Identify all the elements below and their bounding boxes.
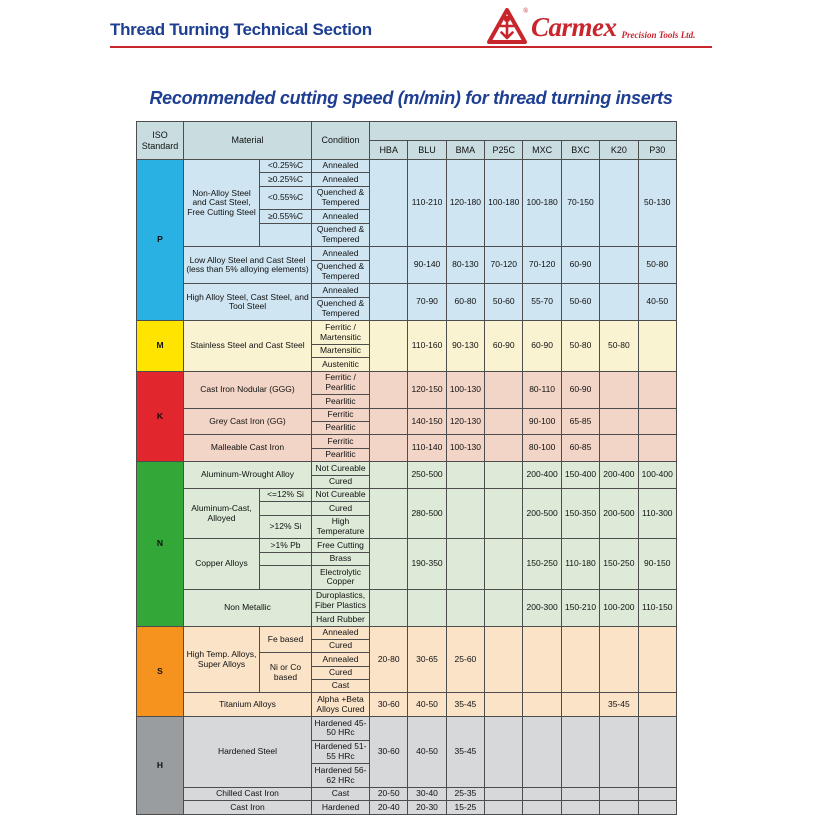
material-cell: Cast Iron Nodular (GGG): [184, 371, 312, 408]
condition-cell: Ferritic / Martensitic: [312, 321, 370, 345]
speed-value-cell: 20-30: [408, 801, 446, 815]
speed-value-cell: [446, 539, 484, 589]
speed-value-cell: 150-210: [561, 589, 599, 626]
table-row: [137, 247, 677, 260]
material-sub-cell: [260, 552, 312, 565]
speed-value-cell: 30-40: [408, 787, 446, 800]
speed-value-cell: 20-40: [370, 801, 408, 815]
speed-value-cell: 150-350: [561, 488, 599, 538]
condition-cell: Martensitic: [312, 344, 370, 357]
condition-cell: High Temperature: [312, 515, 370, 539]
speed-value-cell: [370, 462, 408, 489]
speed-value-cell: 50-60: [561, 284, 599, 321]
material-cell: Non-Alloy Steel and Cast Steel, Free Cutting Steel: [184, 160, 260, 247]
condition-cell: Quenched & Tempered: [312, 223, 370, 247]
speed-value-cell: 60-85: [561, 435, 599, 462]
speed-value-cell: [600, 787, 638, 800]
material-cell: Non Metallic: [184, 589, 312, 626]
iso-letter-cell: P: [137, 160, 184, 321]
brand-logo-block: [487, 6, 695, 46]
speed-value-cell: [446, 589, 484, 626]
speed-value-cell: 70-150: [561, 160, 599, 247]
material-sub-cell: <=12% Si: [260, 488, 312, 501]
material-header: Material: [184, 122, 312, 160]
speed-value-cell: 30-60: [370, 717, 408, 788]
speed-value-cell: 40-50: [638, 284, 676, 321]
speed-value-cell: [561, 787, 599, 800]
condition-cell: Brass: [312, 552, 370, 565]
speed-value-cell: [485, 539, 523, 589]
speed-value-cell: [600, 435, 638, 462]
condition-cell: Annealed: [312, 247, 370, 260]
condition-cell: Hard Rubber: [312, 613, 370, 626]
table-row: [137, 717, 677, 741]
material-sub-cell: >1% Pb: [260, 539, 312, 552]
speed-value-cell: [485, 787, 523, 800]
table-row: [137, 435, 677, 448]
speed-value-cell: 80-100: [523, 435, 561, 462]
grade-column-header: MXC: [523, 141, 561, 160]
material-cell: High Alloy Steel, Cast Steel, and Tool Steel: [184, 284, 312, 321]
material-cell: Chilled Cast Iron: [184, 787, 312, 800]
speed-value-cell: [561, 801, 599, 815]
material-cell: High Temp. Alloys, Super Alloys: [184, 626, 260, 693]
condition-cell: Hardened 56-62 HRc: [312, 764, 370, 788]
speed-value-cell: [600, 717, 638, 788]
condition-cell: Annealed: [312, 653, 370, 666]
speed-value-cell: [370, 589, 408, 626]
speed-value-cell: 50-80: [600, 321, 638, 371]
condition-cell: Hardened: [312, 801, 370, 815]
material-cell: Stainless Steel and Cast Steel: [184, 321, 312, 371]
speed-value-cell: [523, 693, 561, 717]
condition-cell: Annealed: [312, 284, 370, 297]
grade-column-header: BLU: [408, 141, 446, 160]
speed-value-cell: 200-500: [523, 488, 561, 538]
iso-letter-cell: N: [137, 462, 184, 626]
speed-value-cell: 140-150: [408, 408, 446, 435]
speed-value-cell: [370, 321, 408, 371]
speed-value-cell: 110-140: [408, 435, 446, 462]
speed-value-cell: 100-200: [600, 589, 638, 626]
material-cell: Low Alloy Steel and Cast Steel (less than 5% alloying elements): [184, 247, 312, 284]
speed-value-cell: [485, 488, 523, 538]
speed-value-cell: 100-180: [523, 160, 561, 247]
speed-value-cell: [523, 801, 561, 815]
speed-value-cell: [370, 488, 408, 538]
condition-cell: Cured: [312, 502, 370, 515]
condition-cell: Alpha +Beta Alloys Cured: [312, 693, 370, 717]
speed-value-cell: 50-80: [561, 321, 599, 371]
speed-value-cell: 120-130: [446, 408, 484, 435]
table-row: [137, 589, 677, 613]
speed-value-cell: 25-35: [446, 787, 484, 800]
speed-value-cell: 200-400: [600, 462, 638, 489]
speed-value-cell: 120-150: [408, 371, 446, 408]
speed-value-cell: [600, 160, 638, 247]
table-row: [137, 787, 677, 800]
condition-cell: Ferritic / Pearlitic: [312, 371, 370, 395]
table-row: [137, 539, 677, 552]
speed-value-cell: 30-65: [408, 626, 446, 693]
speed-value-cell: 150-400: [561, 462, 599, 489]
speed-value-cell: [523, 717, 561, 788]
table-row: [137, 408, 677, 421]
speed-value-cell: 150-250: [523, 539, 561, 589]
table-row: [137, 321, 677, 345]
speed-value-cell: 100-400: [638, 462, 676, 489]
speed-value-cell: 40-50: [408, 693, 446, 717]
speed-value-cell: 110-300: [638, 488, 676, 538]
material-sub-cell: >12% Si: [260, 515, 312, 539]
page-title: Recommended cutting speed (m/min) for thread turning inserts: [149, 88, 673, 108]
speed-value-cell: [485, 626, 523, 693]
speed-value-cell: 80-130: [446, 247, 484, 284]
speed-value-cell: 100-180: [485, 160, 523, 247]
table-row: [137, 284, 677, 297]
condition-cell: Free Cutting: [312, 539, 370, 552]
material-sub-cell: <0.55%C: [260, 186, 312, 210]
grade-column-header: BMA: [446, 141, 484, 160]
material-cell: Grey Cast Iron (GG): [184, 408, 312, 435]
speed-value-cell: 90-140: [408, 247, 446, 284]
condition-header: Condition: [312, 122, 370, 160]
speed-value-cell: [485, 693, 523, 717]
condition-cell: Pearlitic: [312, 422, 370, 435]
iso-letter-cell: H: [137, 717, 184, 815]
speed-value-cell: [523, 787, 561, 800]
grade-column-header: HBA: [370, 141, 408, 160]
speed-value-cell: 200-500: [600, 488, 638, 538]
cutting-speed-table: [136, 121, 677, 815]
speed-value-cell: 110-210: [408, 160, 446, 247]
speed-value-cell: [638, 435, 676, 462]
table-row: [137, 693, 677, 717]
speed-value-cell: [370, 371, 408, 408]
speed-value-cell: [408, 589, 446, 626]
material-sub-cell: [260, 223, 312, 247]
grade-column-header: K20: [600, 141, 638, 160]
speed-value-cell: 200-300: [523, 589, 561, 626]
speed-value-cell: [638, 787, 676, 800]
speed-value-cell: [600, 408, 638, 435]
condition-cell: Ferritic: [312, 435, 370, 448]
table-row: [137, 626, 677, 639]
speed-value-cell: [485, 435, 523, 462]
condition-cell: Cast: [312, 680, 370, 693]
material-sub-cell: Fe based: [260, 626, 312, 653]
speed-value-cell: [370, 284, 408, 321]
speed-value-cell: 60-90: [561, 371, 599, 408]
condition-cell: Cast: [312, 787, 370, 800]
iso-letter-cell: K: [137, 371, 184, 461]
condition-cell: Annealed: [312, 210, 370, 223]
speed-value-cell: [485, 408, 523, 435]
speed-value-cell: 35-45: [446, 717, 484, 788]
table-row: [137, 801, 677, 815]
speed-value-cell: 90-150: [638, 539, 676, 589]
speed-value-cell: [561, 693, 599, 717]
iso-letter-cell: M: [137, 321, 184, 371]
speed-value-cell: 65-85: [561, 408, 599, 435]
carmex-triangle-anchor-icon: [487, 6, 529, 46]
speed-value-cell: 190-350: [408, 539, 446, 589]
speed-value-cell: 25-60: [446, 626, 484, 693]
speed-value-cell: [485, 589, 523, 626]
speed-value-cell: 280-500: [408, 488, 446, 538]
condition-cell: Austenitic: [312, 358, 370, 371]
condition-cell: Pearlitic: [312, 448, 370, 461]
table-row: [137, 160, 677, 173]
speed-value-cell: [600, 371, 638, 408]
speed-value-cell: [370, 435, 408, 462]
speed-value-cell: 30-60: [370, 693, 408, 717]
table-row: [137, 462, 677, 475]
speed-value-cell: 120-180: [446, 160, 484, 247]
material-sub-cell: ≥0.25%C: [260, 173, 312, 186]
material-cell: Malleable Cast Iron: [184, 435, 312, 462]
condition-cell: Electrolytic Copper: [312, 566, 370, 590]
condition-cell: Hardened 51-55 HRc: [312, 740, 370, 764]
speed-value-cell: 15-25: [446, 801, 484, 815]
speed-value-cell: [485, 717, 523, 788]
material-sub-cell: <0.25%C: [260, 160, 312, 173]
speed-value-cell: 250-500: [408, 462, 446, 489]
iso-letter-cell: S: [137, 626, 184, 716]
speed-value-cell: 60-90: [561, 247, 599, 284]
brand-name: Carmex: [531, 12, 617, 42]
material-cell: Aluminum-Cast, Alloyed: [184, 488, 260, 538]
speed-value-cell: [370, 539, 408, 589]
speed-value-cell: 40-50: [408, 717, 446, 788]
speed-value-cell: 50-60: [485, 284, 523, 321]
speed-value-cell: [638, 801, 676, 815]
speed-value-cell: [638, 717, 676, 788]
speed-value-cell: [370, 247, 408, 284]
condition-cell: Quenched & Tempered: [312, 297, 370, 321]
condition-cell: Cured: [312, 475, 370, 488]
speed-value-cell: [485, 371, 523, 408]
document-title: Thread Turning Technical Section: [110, 20, 372, 39]
speed-value-cell: 60-90: [485, 321, 523, 371]
speed-value-cell: 55-70: [523, 284, 561, 321]
material-sub-cell: Ni or Co based: [260, 653, 312, 693]
grade-column-header: P30: [638, 141, 676, 160]
material-cell: Hardened Steel: [184, 717, 312, 788]
condition-cell: Cured: [312, 666, 370, 679]
material-sub-cell: [260, 566, 312, 590]
speed-value-cell: 200-400: [523, 462, 561, 489]
speed-value-cell: 80-110: [523, 371, 561, 408]
condition-cell: Not Cureable: [312, 488, 370, 501]
material-cell: Cast Iron: [184, 801, 312, 815]
speed-value-cell: [446, 488, 484, 538]
condition-cell: Quenched & Tempered: [312, 186, 370, 210]
speed-value-cell: [370, 408, 408, 435]
brand-suffix: Precision Tools Ltd.: [621, 30, 696, 40]
speed-value-cell: [638, 626, 676, 693]
speed-value-cell: 50-80: [638, 247, 676, 284]
speed-value-cell: [638, 693, 676, 717]
speed-value-cell: [370, 160, 408, 247]
svg-text:®: ®: [523, 7, 529, 15]
speed-value-cell: [561, 626, 599, 693]
speed-value-cell: 110-180: [561, 539, 599, 589]
speed-value-cell: [638, 371, 676, 408]
condition-cell: Annealed: [312, 160, 370, 173]
speed-value-cell: [523, 626, 561, 693]
speed-value-cell: 100-130: [446, 371, 484, 408]
condition-cell: Ferritic: [312, 408, 370, 421]
table-row: [137, 488, 677, 501]
speed-value-cell: 110-150: [638, 589, 676, 626]
grade-column-header: BXC: [561, 141, 599, 160]
speed-value-cell: 100-130: [446, 435, 484, 462]
speed-value-cell: 60-90: [523, 321, 561, 371]
speed-value-cell: 70-120: [485, 247, 523, 284]
speed-value-cell: 60-80: [446, 284, 484, 321]
speed-value-cell: 70-90: [408, 284, 446, 321]
speed-value-cell: 110-160: [408, 321, 446, 371]
speed-value-cell: 90-130: [446, 321, 484, 371]
speed-value-cell: [600, 247, 638, 284]
condition-cell: Cured: [312, 639, 370, 652]
condition-cell: Annealed: [312, 626, 370, 639]
speed-value-cell: [600, 626, 638, 693]
condition-cell: Annealed: [312, 173, 370, 186]
grades-band: [370, 122, 677, 141]
condition-cell: Not Cureable: [312, 462, 370, 475]
speed-value-cell: 50-130: [638, 160, 676, 247]
material-cell: Aluminum-Wrought Alloy: [184, 462, 312, 489]
speed-value-cell: [638, 408, 676, 435]
speed-value-cell: 20-80: [370, 626, 408, 693]
speed-value-cell: 70-120: [523, 247, 561, 284]
speed-value-cell: [600, 801, 638, 815]
header-divider: [110, 46, 712, 48]
material-cell: Titanium Alloys: [184, 693, 312, 717]
speed-value-cell: [446, 462, 484, 489]
speed-value-cell: 150-250: [600, 539, 638, 589]
material-sub-cell: [260, 502, 312, 515]
grade-column-header: P25C: [485, 141, 523, 160]
condition-cell: Quenched & Tempered: [312, 260, 370, 284]
speed-value-cell: [600, 284, 638, 321]
condition-cell: Hardened 45-50 HRc: [312, 717, 370, 741]
speed-value-cell: [561, 717, 599, 788]
material-cell: Copper Alloys: [184, 539, 260, 589]
speed-value-cell: [638, 321, 676, 371]
condition-cell: Pearlitic: [312, 395, 370, 408]
condition-cell: Duroplastics, Fiber Plastics: [312, 589, 370, 613]
speed-value-cell: 90-100: [523, 408, 561, 435]
speed-value-cell: 35-45: [600, 693, 638, 717]
table-row: [137, 371, 677, 395]
material-sub-cell: ≥0.55%C: [260, 210, 312, 223]
speed-value-cell: [485, 462, 523, 489]
speed-value-cell: 20-50: [370, 787, 408, 800]
speed-value-cell: 35-45: [446, 693, 484, 717]
iso-standard-header: ISO Standard: [137, 122, 184, 160]
speed-value-cell: [485, 801, 523, 815]
